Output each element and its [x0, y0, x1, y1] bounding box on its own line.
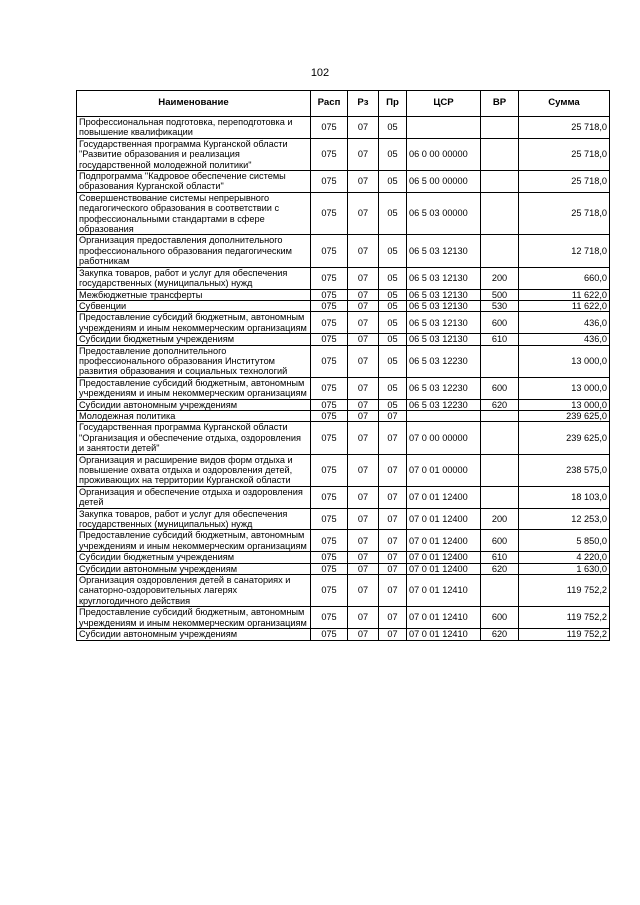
cell-sum: 12 253,0 [519, 508, 610, 530]
cell-csr: 07 0 01 12410 [407, 607, 481, 629]
cell-rasp: 075 [311, 312, 348, 334]
cell-vr [481, 171, 519, 193]
cell-rz: 07 [348, 312, 379, 334]
cell-vr: 200 [481, 508, 519, 530]
cell-csr: 06 5 03 12230 [407, 399, 481, 410]
table-row [77, 486, 610, 508]
cell-vr [481, 117, 519, 139]
table-row [77, 563, 610, 574]
cell-csr: 06 5 03 12130 [407, 300, 481, 311]
cell-name: Организация и расширение видов форм отдыха и повышение охвата отдыха и оздоровления детей, проживающих на территории Курганской области [77, 454, 311, 486]
cell-name: Государственная программа Курганской области "Развитие образования и реализация государственной молодежной политики" [77, 138, 311, 170]
cell-rz: 07 [348, 486, 379, 508]
cell-pr: 05 [379, 117, 407, 139]
cell-sum: 238 575,0 [519, 454, 610, 486]
cell-vr [481, 486, 519, 508]
cell-name: Молодежная политика [77, 410, 311, 421]
cell-pr: 07 [379, 454, 407, 486]
table-row [77, 422, 610, 454]
cell-sum: 11 622,0 [519, 289, 610, 300]
cell-pr: 05 [379, 171, 407, 193]
cell-vr [481, 454, 519, 486]
cell-csr [407, 117, 481, 139]
cell-sum: 4 220,0 [519, 552, 610, 563]
cell-rasp: 075 [311, 289, 348, 300]
cell-name: Профессиональная подготовка, переподготовка и повышение квалификации [77, 117, 311, 139]
cell-csr: 07 0 01 00000 [407, 454, 481, 486]
cell-name: Предоставление субсидий бюджетным, автономным учреждениям и иным некоммерческим организациям [77, 607, 311, 629]
cell-sum: 239 625,0 [519, 410, 610, 421]
cell-rz: 07 [348, 410, 379, 421]
table-row [77, 552, 610, 563]
cell-pr: 07 [379, 552, 407, 563]
cell-csr: 07 0 01 12400 [407, 508, 481, 530]
cell-name: Предоставление субсидий бюджетным, автономным учреждениям и иным некоммерческим организациям [77, 530, 311, 552]
cell-name: Закупка товаров, работ и услуг для обеспечения государственных (муниципальных) нужд [77, 267, 311, 289]
cell-pr: 07 [379, 410, 407, 421]
cell-pr: 05 [379, 192, 407, 235]
cell-rz: 07 [348, 117, 379, 139]
cell-vr: 610 [481, 334, 519, 345]
cell-vr: 200 [481, 267, 519, 289]
cell-vr [481, 410, 519, 421]
table-row [77, 334, 610, 345]
cell-sum: 660,0 [519, 267, 610, 289]
cell-csr: 07 0 00 00000 [407, 422, 481, 454]
cell-vr: 620 [481, 563, 519, 574]
header-row [77, 91, 610, 117]
cell-vr [481, 138, 519, 170]
cell-vr: 620 [481, 629, 519, 640]
cell-csr: 07 0 01 12410 [407, 575, 481, 607]
cell-pr: 07 [379, 486, 407, 508]
header-csr: ЦСР [407, 91, 481, 117]
cell-pr: 05 [379, 289, 407, 300]
cell-rasp: 075 [311, 486, 348, 508]
cell-rasp: 075 [311, 267, 348, 289]
cell-sum: 119 752,2 [519, 607, 610, 629]
header-name: Наименование [77, 91, 311, 117]
table-row [77, 138, 610, 170]
cell-sum: 13 000,0 [519, 399, 610, 410]
cell-pr: 07 [379, 629, 407, 640]
cell-sum: 119 752,2 [519, 575, 610, 607]
cell-pr: 07 [379, 575, 407, 607]
cell-csr [407, 410, 481, 421]
cell-pr: 05 [379, 312, 407, 334]
header-rz: Рз [348, 91, 379, 117]
cell-pr: 05 [379, 300, 407, 311]
cell-csr: 07 0 01 12400 [407, 486, 481, 508]
cell-rz: 07 [348, 575, 379, 607]
table-row [77, 629, 610, 640]
header-rasp: Расп [311, 91, 348, 117]
cell-pr: 05 [379, 235, 407, 267]
cell-name: Субсидии автономным учреждениям [77, 629, 311, 640]
cell-pr: 05 [379, 267, 407, 289]
cell-pr: 07 [379, 530, 407, 552]
page-number: 102 [310, 67, 330, 79]
cell-name: Подпрограмма "Кадровое обеспечение системы образования Курганской области" [77, 171, 311, 193]
cell-rz: 07 [348, 171, 379, 193]
cell-csr: 06 5 03 12130 [407, 334, 481, 345]
table-row [77, 508, 610, 530]
cell-pr: 05 [379, 345, 407, 377]
table-row [77, 607, 610, 629]
cell-sum: 25 718,0 [519, 138, 610, 170]
table-row [77, 300, 610, 311]
cell-name: Предоставление субсидий бюджетным, автономным учреждениям и иным некоммерческим организациям [77, 312, 311, 334]
cell-name: Организация оздоровления детей в санаториях и санаторно-оздоровительных лагерях круглогодичного действия [77, 575, 311, 607]
cell-sum: 13 000,0 [519, 345, 610, 377]
cell-vr: 610 [481, 552, 519, 563]
table-row [77, 289, 610, 300]
cell-name: Субсидии автономным учреждениям [77, 563, 311, 574]
cell-sum: 1 630,0 [519, 563, 610, 574]
cell-sum: 25 718,0 [519, 192, 610, 235]
table-row [77, 312, 610, 334]
table-row [77, 575, 610, 607]
cell-sum: 239 625,0 [519, 422, 610, 454]
cell-rz: 07 [348, 138, 379, 170]
cell-rz: 07 [348, 530, 379, 552]
cell-csr: 06 5 03 12130 [407, 289, 481, 300]
table-row [77, 399, 610, 410]
cell-rz: 07 [348, 345, 379, 377]
cell-rz: 07 [348, 267, 379, 289]
cell-csr: 06 0 00 00000 [407, 138, 481, 170]
cell-name: Предоставление субсидий бюджетным, автономным учреждениям и иным некоммерческим организациям [77, 377, 311, 399]
cell-rz: 07 [348, 563, 379, 574]
cell-csr: 06 5 03 12230 [407, 345, 481, 377]
cell-rz: 07 [348, 607, 379, 629]
budget-table [76, 90, 610, 641]
cell-rasp: 075 [311, 171, 348, 193]
cell-csr: 07 0 01 12410 [407, 629, 481, 640]
cell-rz: 07 [348, 289, 379, 300]
cell-vr: 600 [481, 377, 519, 399]
cell-rz: 07 [348, 377, 379, 399]
cell-sum: 12 718,0 [519, 235, 610, 267]
cell-vr: 600 [481, 607, 519, 629]
table-row [77, 192, 610, 235]
cell-pr: 05 [379, 334, 407, 345]
cell-rasp: 075 [311, 563, 348, 574]
cell-rasp: 075 [311, 345, 348, 377]
header-sum: Сумма [519, 91, 610, 117]
cell-rasp: 075 [311, 300, 348, 311]
cell-rz: 07 [348, 334, 379, 345]
table-row [77, 410, 610, 421]
cell-pr: 07 [379, 607, 407, 629]
cell-pr: 05 [379, 138, 407, 170]
cell-rasp: 075 [311, 607, 348, 629]
cell-pr: 07 [379, 422, 407, 454]
cell-csr: 07 0 01 12400 [407, 563, 481, 574]
table-row [77, 530, 610, 552]
cell-name: Совершенствование системы непрерывного педагогического образования в соответствии с профессиональными стандартами в сфере образования [77, 192, 311, 235]
cell-name: Субвенции [77, 300, 311, 311]
cell-pr: 05 [379, 377, 407, 399]
table-row [77, 117, 610, 139]
cell-csr: 06 5 00 00000 [407, 171, 481, 193]
cell-rz: 07 [348, 454, 379, 486]
cell-name: Субсидии бюджетным учреждениям [77, 334, 311, 345]
cell-rasp: 075 [311, 629, 348, 640]
cell-rz: 07 [348, 300, 379, 311]
cell-rz: 07 [348, 422, 379, 454]
cell-rz: 07 [348, 552, 379, 563]
cell-vr [481, 345, 519, 377]
table-row [77, 454, 610, 486]
cell-sum: 13 000,0 [519, 377, 610, 399]
cell-rasp: 075 [311, 552, 348, 563]
cell-name: Организация и обеспечение отдыха и оздоровления детей [77, 486, 311, 508]
header-vr: ВР [481, 91, 519, 117]
cell-sum: 18 103,0 [519, 486, 610, 508]
cell-name: Закупка товаров, работ и услуг для обеспечения государственных (муниципальных) нужд [77, 508, 311, 530]
cell-sum: 436,0 [519, 312, 610, 334]
cell-name: Государственная программа Курганской области "Организация и обеспечение отдыха, оздоровления и занятости детей" [77, 422, 311, 454]
cell-csr: 06 5 03 12130 [407, 235, 481, 267]
cell-sum: 119 752,2 [519, 629, 610, 640]
cell-sum: 436,0 [519, 334, 610, 345]
cell-csr: 07 0 01 12400 [407, 530, 481, 552]
cell-vr [481, 192, 519, 235]
cell-pr: 07 [379, 508, 407, 530]
cell-rasp: 075 [311, 575, 348, 607]
cell-rz: 07 [348, 508, 379, 530]
cell-vr: 500 [481, 289, 519, 300]
cell-rasp: 075 [311, 377, 348, 399]
table-row [77, 235, 610, 267]
cell-vr [481, 235, 519, 267]
cell-name: Субсидии автономным учреждениям [77, 399, 311, 410]
cell-name: Субсидии бюджетным учреждениям [77, 552, 311, 563]
table-row [77, 377, 610, 399]
cell-csr: 06 5 03 00000 [407, 192, 481, 235]
cell-vr [481, 575, 519, 607]
cell-rasp: 075 [311, 334, 348, 345]
cell-rasp: 075 [311, 235, 348, 267]
header-pr: Пр [379, 91, 407, 117]
cell-rasp: 075 [311, 422, 348, 454]
table-row [77, 345, 610, 377]
cell-csr: 06 5 03 12130 [407, 267, 481, 289]
cell-name: Межбюджетные трансферты [77, 289, 311, 300]
cell-rasp: 075 [311, 138, 348, 170]
cell-vr: 600 [481, 530, 519, 552]
cell-rasp: 075 [311, 399, 348, 410]
cell-rasp: 075 [311, 192, 348, 235]
cell-sum: 5 850,0 [519, 530, 610, 552]
cell-sum: 25 718,0 [519, 171, 610, 193]
cell-rz: 07 [348, 235, 379, 267]
cell-rasp: 075 [311, 508, 348, 530]
cell-rasp: 075 [311, 117, 348, 139]
table-row [77, 267, 610, 289]
cell-sum: 25 718,0 [519, 117, 610, 139]
cell-pr: 07 [379, 563, 407, 574]
cell-csr: 06 5 03 12230 [407, 377, 481, 399]
cell-csr: 06 5 03 12130 [407, 312, 481, 334]
cell-rasp: 075 [311, 410, 348, 421]
cell-pr: 05 [379, 399, 407, 410]
cell-rz: 07 [348, 399, 379, 410]
cell-name: Организация предоставления дополнительного профессионального образования педагогическим работникам [77, 235, 311, 267]
cell-vr [481, 422, 519, 454]
cell-vr: 600 [481, 312, 519, 334]
cell-vr: 530 [481, 300, 519, 311]
cell-rasp: 075 [311, 530, 348, 552]
cell-sum: 11 622,0 [519, 300, 610, 311]
cell-rz: 07 [348, 192, 379, 235]
cell-rz: 07 [348, 629, 379, 640]
table-row [77, 171, 610, 193]
cell-rasp: 075 [311, 454, 348, 486]
cell-vr: 620 [481, 399, 519, 410]
cell-name: Предоставление дополнительного профессионального образования Институтом развития образования и социальных технологий [77, 345, 311, 377]
cell-csr: 07 0 01 12400 [407, 552, 481, 563]
